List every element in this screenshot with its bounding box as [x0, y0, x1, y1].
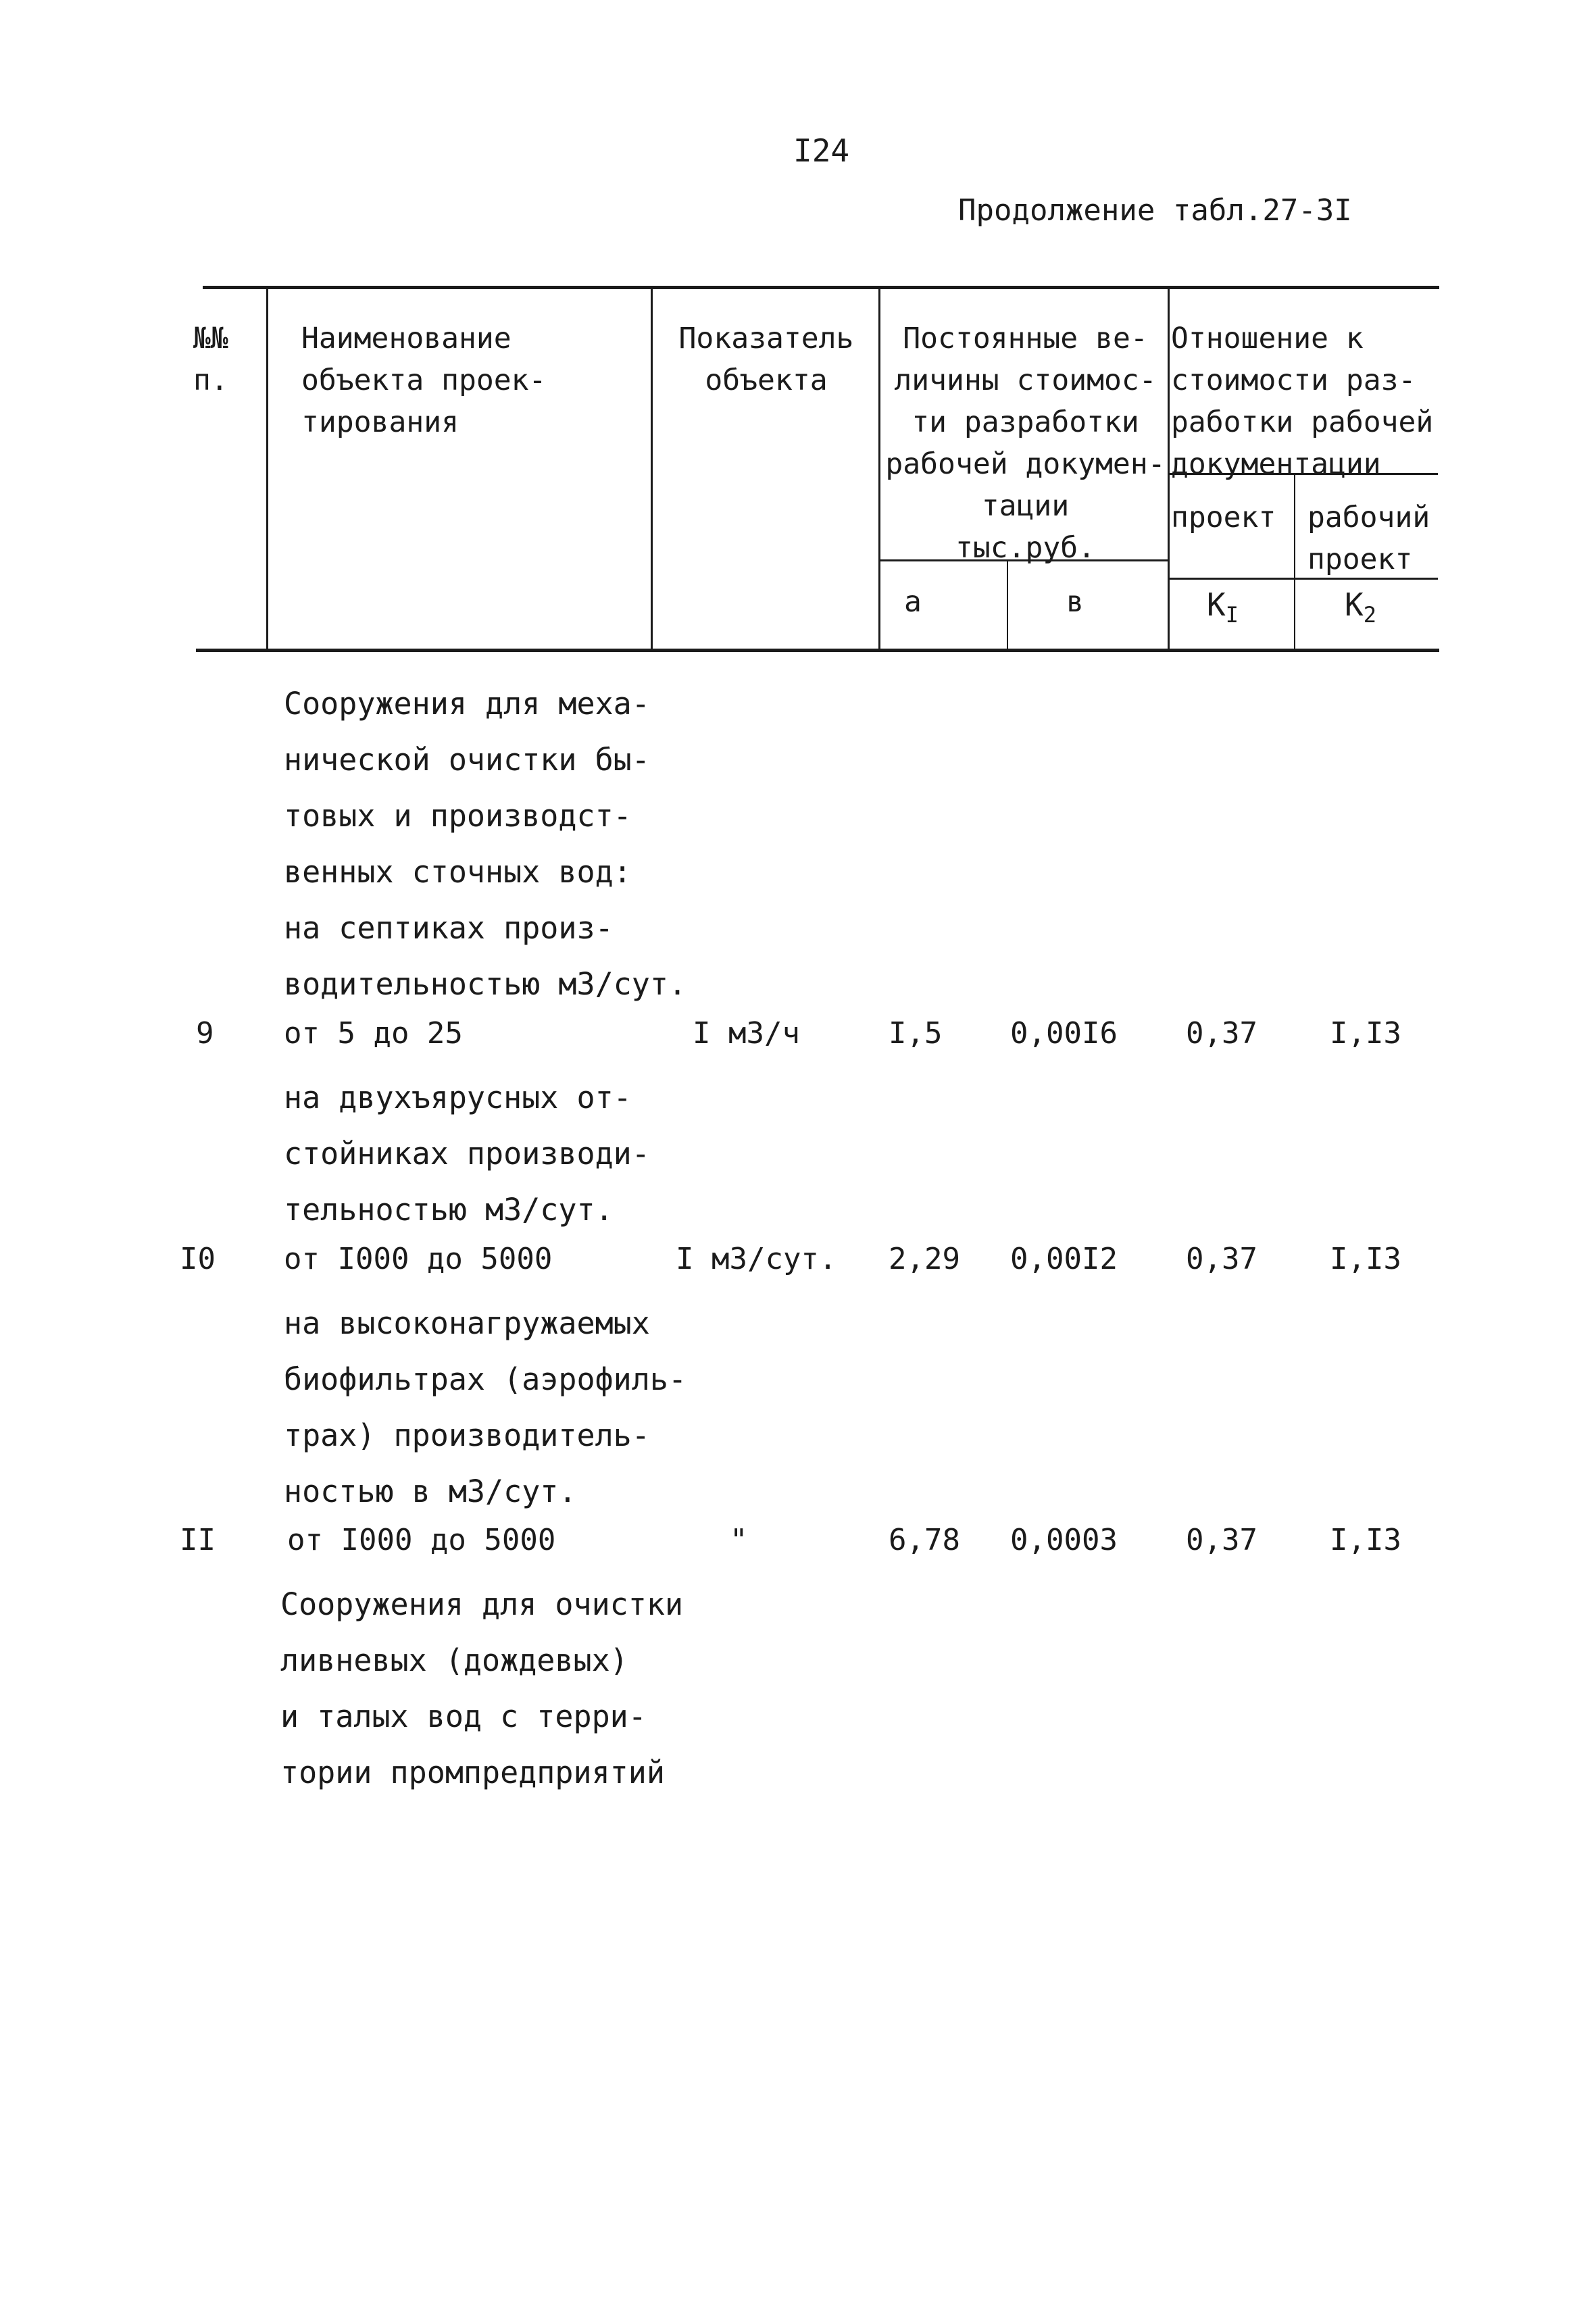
row-value-k1: 0,37: [1186, 1242, 1257, 1276]
header-top-rule: [203, 286, 1439, 289]
col-divider-ab: [1007, 561, 1008, 650]
section-tail-text: Сооружения для очистки ливневых (дождевых) и талых вод с терри- тории промпредприятий: [280, 1586, 684, 1790]
col-divider-3: [878, 288, 880, 650]
row-value-b: 0,00I2: [1010, 1242, 1118, 1276]
row-name: от I000 до 5000: [287, 1523, 556, 1557]
row-value-a: 2,29: [889, 1242, 960, 1276]
row-indicator: I м3/ч: [693, 1016, 800, 1051]
row-number: I0: [180, 1242, 216, 1276]
row-value-k2: I,I3: [1330, 1523, 1401, 1557]
header-sym-k2: $К_2$: [1345, 586, 1376, 628]
col-divider-1: [266, 288, 268, 650]
row-number: II: [180, 1523, 216, 1557]
header-col-indicator: Показатель объекта: [678, 322, 854, 397]
header-col-const: Постоянные ве- личины стоимос- ти разработки рабочей докумен- тации тыс.руб.: [885, 322, 1166, 565]
row-name: от I000 до 5000: [284, 1242, 553, 1276]
header-col-no: №№ п.: [193, 322, 228, 397]
row-value-k1: 0,37: [1186, 1523, 1257, 1557]
col-divider-2: [651, 288, 653, 650]
row-value-k1: 0,37: [1186, 1016, 1257, 1051]
row-value-k2: I,I3: [1330, 1242, 1401, 1276]
row-value-b: 0,0003: [1010, 1523, 1118, 1557]
header-col-name: Наименование объекта проек- тирования: [301, 322, 547, 439]
header-sym-b: в: [1066, 585, 1084, 619]
col-divider-k: [1294, 473, 1295, 650]
row-value-k2: I,I3: [1330, 1016, 1401, 1051]
header-sym-k1: $К_I$: [1207, 586, 1239, 628]
header-bottom-rule: [196, 649, 1439, 652]
row-value-a: I,5: [889, 1016, 943, 1051]
row-value-b: 0,00I6: [1010, 1016, 1118, 1051]
row-value-a: 6,78: [889, 1523, 960, 1557]
section-intro-text: Сооружения для меха- нической очистки бы- товых и производст- венных сточных вод: на септиках произ- водительностью м3/сут.: [284, 686, 687, 1002]
header-sub-project: проект: [1171, 501, 1276, 534]
section-mid1-text: на двухъярусных от- стойниках производи- тельностью м3/сут.: [284, 1080, 650, 1228]
row-indicator: I м3/сут.: [676, 1242, 837, 1276]
header-col-ratio: Отношение к стоимости раз- работки рабочей документации: [1171, 322, 1434, 481]
header-sub-work-project: рабочий проект: [1307, 501, 1430, 576]
table-continuation-label: Продолжение табл.27-3I: [958, 193, 1352, 228]
row-indicator: ": [730, 1523, 748, 1557]
section-mid2-text: на высоконагружаемых биофильтрах (аэрофиль- трах) производитель- ностью в м3/сут.: [284, 1305, 687, 1509]
row-name: от 5 до 25: [284, 1016, 463, 1051]
header-sym-a: а: [904, 585, 922, 619]
row-number: 9: [196, 1016, 214, 1051]
page-number: I24: [793, 132, 850, 169]
